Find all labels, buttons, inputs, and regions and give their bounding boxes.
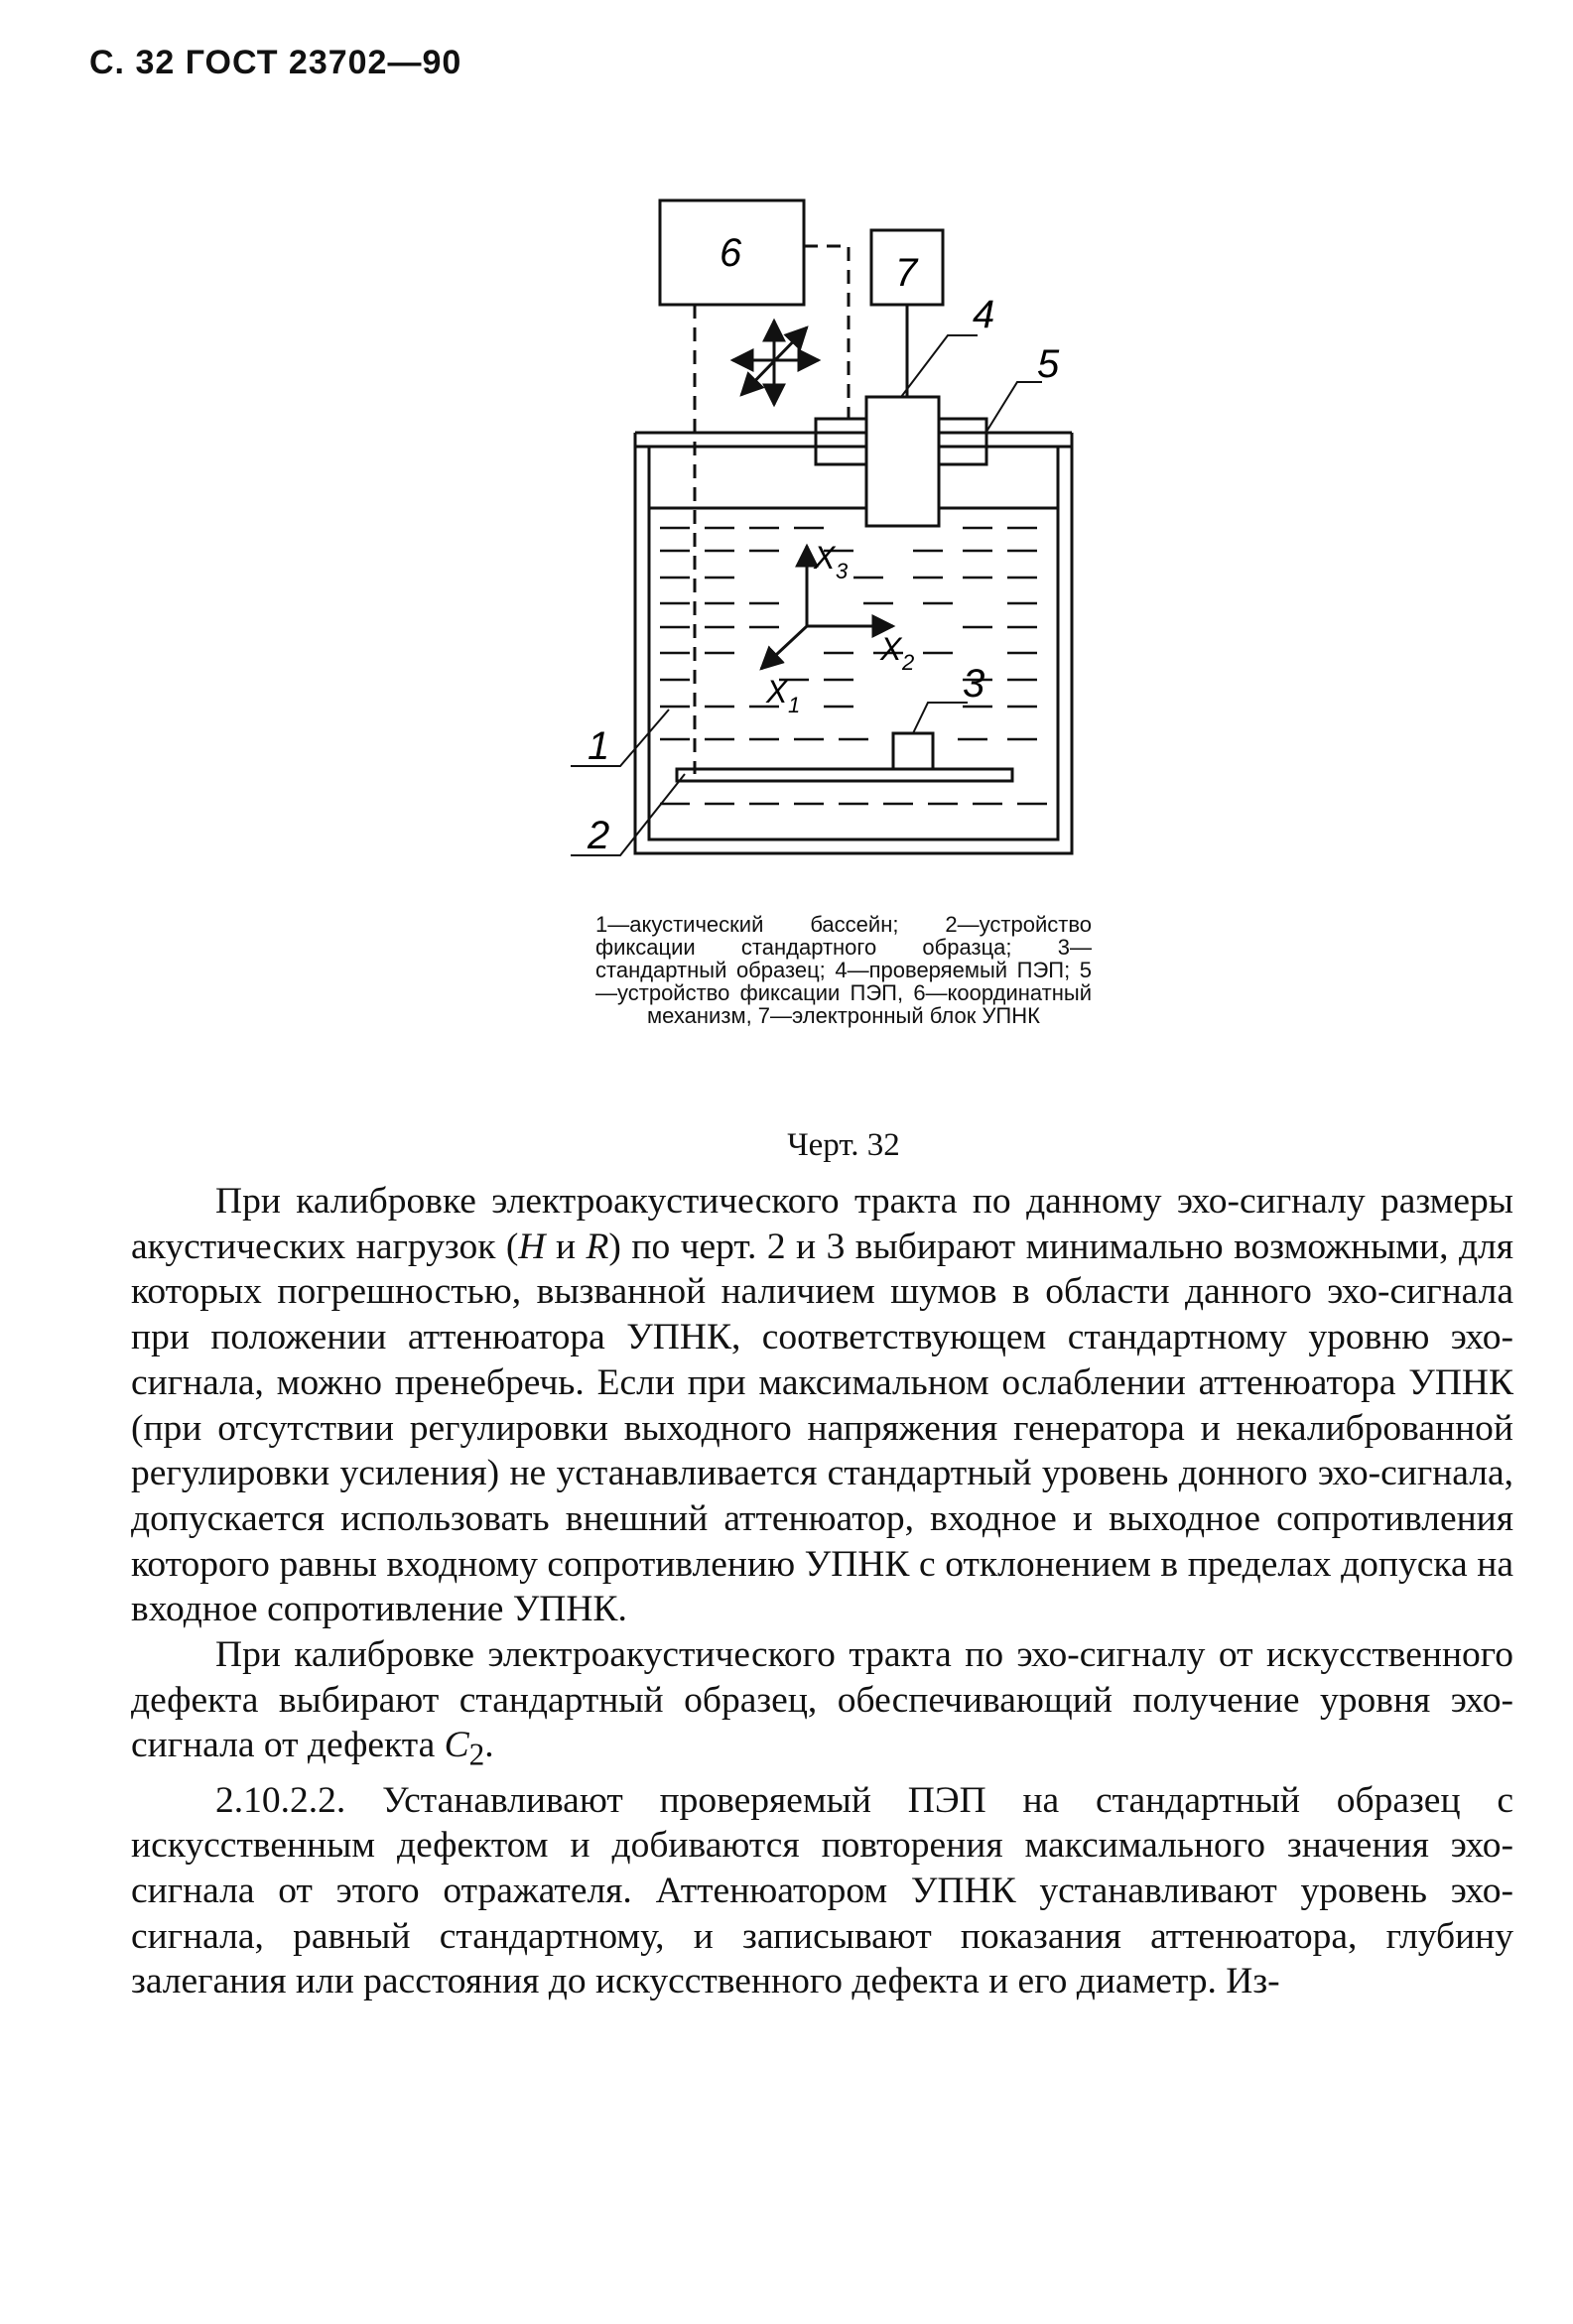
axis-label-x1-sub: 1 xyxy=(788,693,801,717)
figure-caption: Черт. 32 xyxy=(787,1127,900,1163)
probe-transducer xyxy=(866,397,939,526)
axis-label-x2: X xyxy=(880,631,902,667)
acoustic-pool-schematic xyxy=(566,189,1121,883)
page-header: С. 32 ГОСТ 23702—90 xyxy=(89,44,462,81)
paragraph-2: При калибровке электроакустического тракта по эхо-сигналу от искусственного дефекта выбирают стандартный образец, обеспечивающий получение уровня эхо-сигнала от дефекта $C_2$. xyxy=(131,1634,1513,1772)
axis-label-x2-sub: 2 xyxy=(902,650,915,675)
axis-label-x3-sub: 3 xyxy=(836,559,849,583)
water-dashes xyxy=(660,528,1047,804)
label-5: 5 xyxy=(1037,342,1060,386)
label-4: 4 xyxy=(973,293,995,336)
figure-diagram xyxy=(566,189,1121,883)
label-6: 6 xyxy=(720,231,742,275)
standard-sample xyxy=(893,733,933,769)
label-1: 1 xyxy=(588,724,610,768)
tank-outer xyxy=(635,433,1072,853)
label-3: 3 xyxy=(963,662,985,706)
label-2: 2 xyxy=(588,814,610,857)
figure-legend: 1—акустический бассейн; 2—устройство фиксации стандартного образца; 3—стандартный образец; 4—проверяемый ПЭП; 5—устройство фиксации ПЭП, 6—координатный механизм, 7—электронный блок УПНК xyxy=(595,912,1092,1028)
dashed-link xyxy=(804,246,849,419)
label-7: 7 xyxy=(895,251,918,295)
axis-label-x1: X xyxy=(766,674,788,710)
paragraph-3: 2.10.2.2. Устанавливают проверяемый ПЭП на стандартный образец с искусственным дефектом и добиваются повторения максимального значения эхо-сигнала от этого отражателя. Аттенюатором УПНК устанавливают уровень эхо-сигнала, равный стандартному, и записывают показания аттенюатора, глубину залегания или расстояния до искусственного дефекта и его диаметр. Из- xyxy=(131,1779,1513,2002)
sample-fixation-plate xyxy=(677,769,1012,781)
axis-label-x3: X xyxy=(814,540,836,576)
body-text xyxy=(131,1179,1513,2004)
paragraph-1: При калибровке электроакустического тракта по данному эхо-сигналу размеры акустических нагрузок (H и R) по черт. 2 и 3 выбирают минимально возможными, для которых погрешностью, вызванной наличием шумов в области данного эхо-сигнала при положении аттенюатора УПНК, соответствующем стандартному уровню эхо-сигнала, можно пренебречь. Если при максимальном ослаблении аттенюатора УПНК (при отсутствии регулировки выходного напряжения генератора и некалиброванной регулировки усиления) не устанавливается стандартный уровень донного эхо-сигнала, допускается использовать внешний аттенюатор, входное и выходное сопротивления которого равны входному сопротивлению УПНК с отклонением в пределах допуска на входное сопротивление УПНК. xyxy=(131,1181,1513,1630)
axis-x1 xyxy=(761,626,807,669)
